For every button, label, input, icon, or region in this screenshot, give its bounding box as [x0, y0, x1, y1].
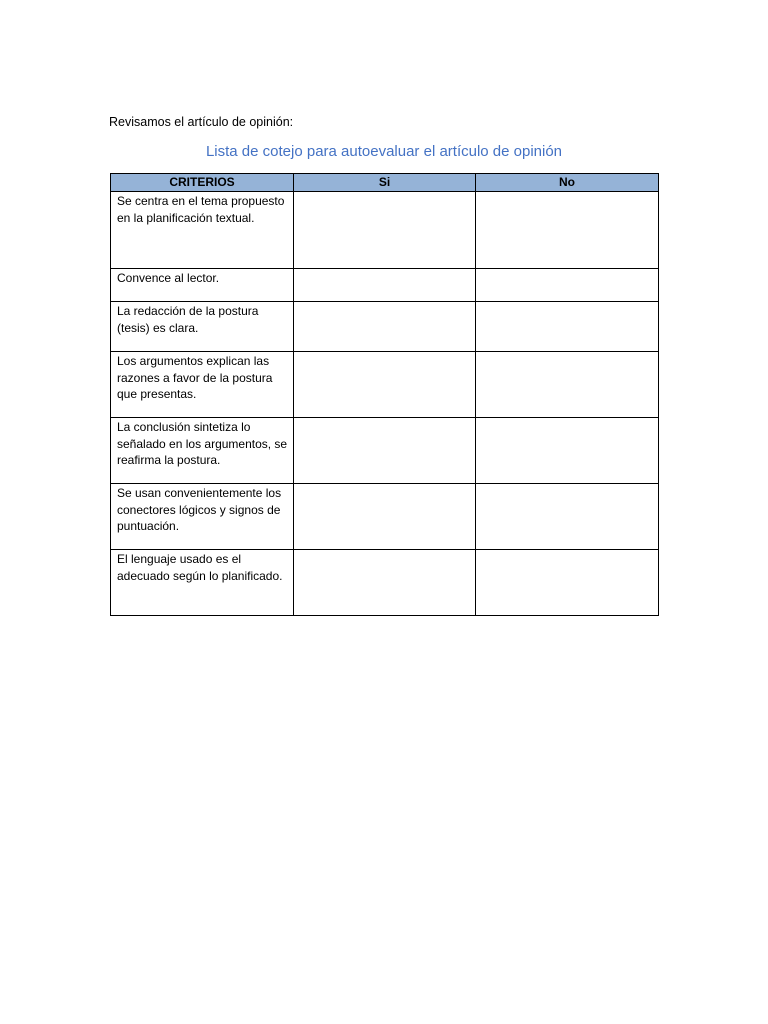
si-cell[interactable] [294, 550, 476, 616]
header-criterios: CRITERIOS [111, 174, 294, 192]
table-row [111, 484, 659, 550]
table-row [111, 550, 659, 616]
si-cell[interactable] [294, 269, 476, 302]
table-row [111, 352, 659, 418]
table-row [111, 192, 659, 269]
table-header-row [111, 174, 659, 192]
si-cell[interactable] [294, 192, 476, 269]
criterion-cell: La conclusión sintetiza lo señalado en los argumentos, se reafirma la postura. [111, 418, 294, 484]
no-cell[interactable] [476, 352, 659, 418]
no-cell[interactable] [476, 269, 659, 302]
table-row [111, 302, 659, 352]
header-si: Si [294, 174, 476, 192]
header-no: No [476, 174, 659, 192]
no-cell[interactable] [476, 418, 659, 484]
criterion-cell: Los argumentos explican las razones a favor de la postura que presentas. [111, 352, 294, 418]
no-cell[interactable] [476, 550, 659, 616]
criterion-cell: El lenguaje usado es el adecuado según lo planificado. [111, 550, 294, 616]
criterion-cell: Convence al lector. [111, 269, 294, 302]
criterion-cell: La redacción de la postura (tesis) es clara. [111, 302, 294, 352]
si-cell[interactable] [294, 352, 476, 418]
table-row [111, 269, 659, 302]
si-cell[interactable] [294, 418, 476, 484]
no-cell[interactable] [476, 484, 659, 550]
table-row [111, 418, 659, 484]
checklist-table [110, 173, 659, 616]
no-cell[interactable] [476, 192, 659, 269]
intro-text: Revisamos el artículo de opinión: [109, 115, 294, 129]
si-cell[interactable] [294, 302, 476, 352]
criterion-cell: Se centra en el tema propuesto en la planificación textual. [111, 192, 294, 269]
no-cell[interactable] [476, 302, 659, 352]
criterion-cell: Se usan convenientemente los conectores lógicos y signos de puntuación. [111, 484, 294, 550]
si-cell[interactable] [294, 484, 476, 550]
checklist-title: Lista de cotejo para autoevaluar el artículo de opinión [205, 143, 563, 160]
